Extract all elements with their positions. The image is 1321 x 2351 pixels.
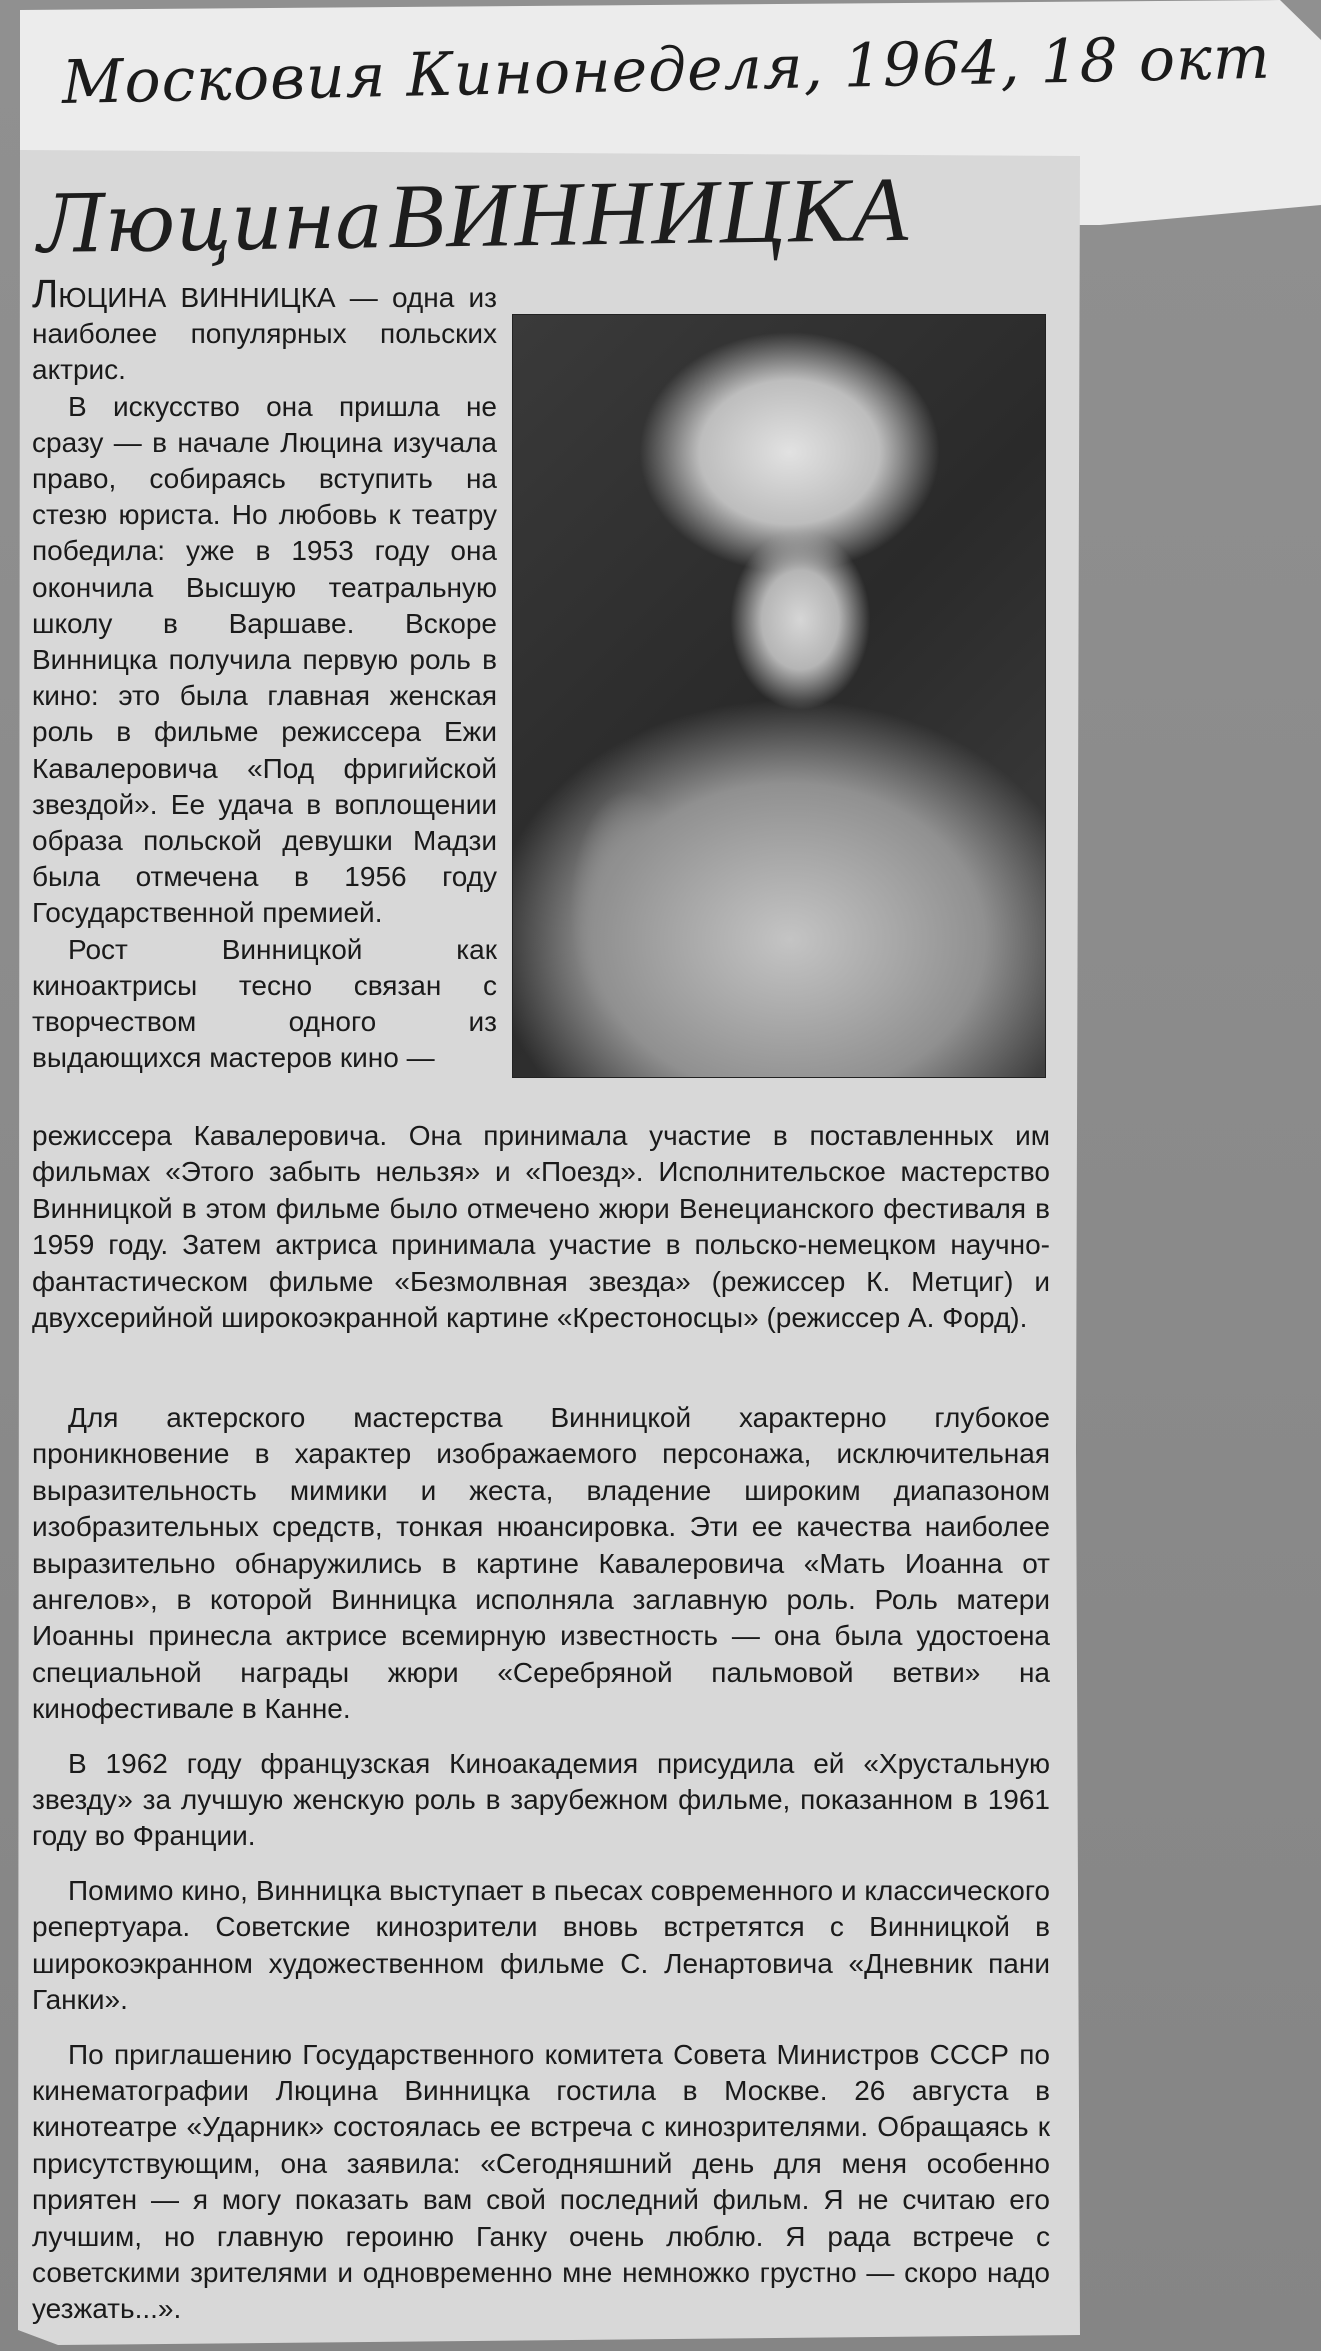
column-paragraph: В искусство она пришла не сразу — в начале Люцина изучала право, собираясь вступить на стезю юриста. Но любовь к театру победила: уже в 1953 году она окончила Высшую театральную школу в Варшаве. Вскоре Винницка получила первую роль в кино: это была главная женская роль в фильме режиссера Ежи Кавалеровича «Под фригийской звездой». Ее удача в воплощении образа польской девушки Мадзи была отмечена в 1956 году Государственной премией. (32, 390, 497, 929)
body-paragraph: По приглашению Государственного комитета Совета Министров СССР по кинематографии Люцина Винницка гостила в Москве. 26 августа в кинотеатре «Ударник» состоялась ее встреча с кинозрителями. Обращаясь к присутствующим, она заявила: «Сегодняшний день для меня особенно приятен — я могу показать вам свой последний фильм. Я не считаю его лучшим, но главную героиню Ганку очень люблю. Я рада встрече с советскими зрителями и одновременно мне немножко грустно — скоро надо уезжать...». (32, 2038, 1050, 2325)
body-paragraph: Помимо кино, Винницка выступает в пьесах современного и классического репертуара. Советские кинозрители вновь встретятся с Винницкой в широкоэкранном художественном фильме С. Ленартовича «Дневник пани Ганки». (32, 1874, 1050, 2016)
full-width-continuation (32, 1118, 1050, 1354)
handwritten-source-note: Московия Кинонеделя, 1964, 18 окт (61, 22, 1272, 118)
headline-last-name: ВИННИЦКА (387, 157, 911, 268)
lead-paragraph: ЛЮЦИНА ВИННИЦКА — одна из наиболее популярных польских актрис. (32, 272, 497, 386)
article-body (32, 1400, 1050, 2346)
column-paragraph: Рост Винницкой как киноактрисы тесно связан с творчеством одного из выдающихся мастеров кино — (32, 933, 497, 1074)
left-text-column (32, 272, 497, 1076)
actress-portrait-photo (512, 314, 1046, 1078)
body-paragraph: Для актерского мастерства Винницкой характерно глубокое проникновение в характер изображаемого персонажа, исключительная выразительность мимики и жеста, владение широким диапазоном изобразительных средств, тонкая нюансировка. Эти ее качества наиболее выразительно обнаружились в картине Кавалеровича «Мать Иоанна от ангелов», в которой Винницка исполняла заглавную роль. Роль матери Иоанны принесла актрисе всемирную известность — она была удостоена специальной награды жюри «Серебряной пальмовой ветви» на кинофестивале в Канне. (32, 1402, 1050, 1725)
headline-first-name: Люцина (37, 173, 384, 271)
continuation-paragraph: режиссера Кавалеровича. Она принимала участие в поставленных им фильмах «Этого забыть нельзя» и «Поезд». Исполнительское мастерство Винницкой в этом фильме было отмечено жюри Венецианского фестиваля в 1959 году. Затем актриса принимала участие в польско-немецком научно-фантастическом фильме «Безмолвная звезда» (режиссер К. Метциг) и двухсерийной широкоэкранной картине «Крестоносцы» (режиссер А. Форд). (32, 1120, 1050, 1334)
body-paragraph: В 1962 году французская Киноакадемия присудила ей «Хрустальную звезду» за лучшую женскую роль в зарубежном фильме, показанном в 1961 году во Франции. (32, 1747, 1050, 1852)
article-headline (37, 156, 910, 274)
